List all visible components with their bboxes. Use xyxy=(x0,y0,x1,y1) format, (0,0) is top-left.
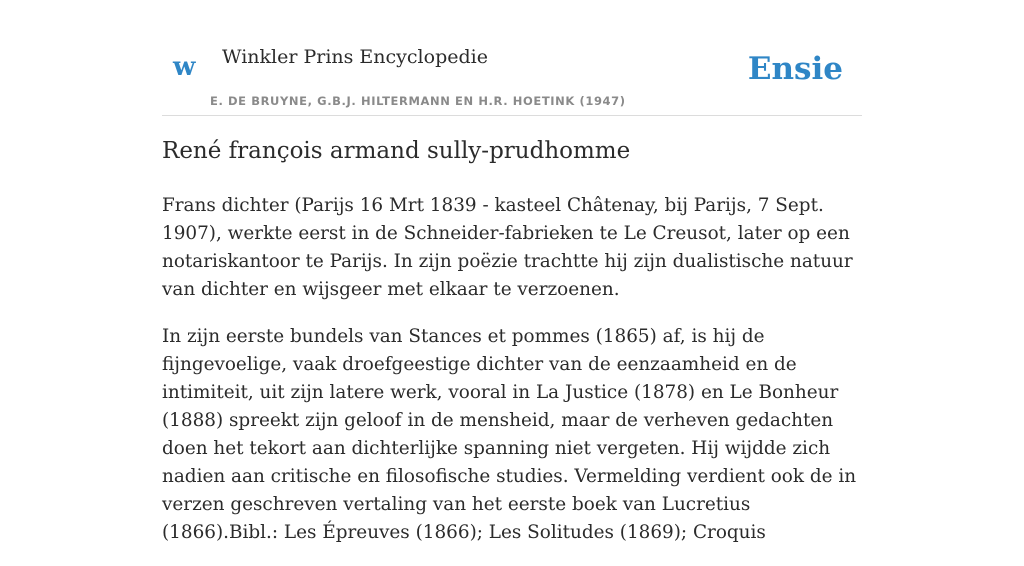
article-paragraph: In zijn eerste bundels van Stances et pommes (1865) af, is hij de fijngevoelige, vaak droefgeestige dichter van de eenzaamheid en de intimiteit, uit zijn latere werk, vooral in La Justice (1878) en Le Bonheur (1888) spreekt zijn geloof in de mensheid, maar de verheven gedachten doen het tekort aan dichterlijke spanning niet vergeten. Hij wijdde zich nadien aan critische en filosofische studies. Vermelding verdient ook de in verzen geschreven vertaling van het eerste boek van Lucretius (1866).Bibl.: Les Épreuves (1866); Les Solitudes (1869); Croquis xyxy=(162,326,857,543)
article-body xyxy=(162,192,866,566)
article-paragraph: Frans dichter (Parijs 16 Mrt 1839 - kasteel Châtenay, bij Parijs, 7 Sept. 1907), werkte eerst in de Schneider-fabrieken te Le Creusot, later op een notariskantoor te Parijs. In zijn poëzie trachtte hij zijn dualistische natuur van dichter en wijsgeer met elkaar te verzoenen. xyxy=(162,195,853,300)
winkler-prins-logo[interactable]: w xyxy=(173,52,196,82)
publication-title[interactable]: Winkler Prins Encyclopedie xyxy=(222,46,488,68)
ensie-logo[interactable]: Ensie xyxy=(747,51,843,87)
article-title: René françois armand sully-prudhomme xyxy=(162,138,631,164)
publication-authors: E. DE BRUYNE, G.B.J. HILTERMANN EN H.R. HOETINK (1947) xyxy=(210,94,626,108)
site-header xyxy=(162,38,862,116)
